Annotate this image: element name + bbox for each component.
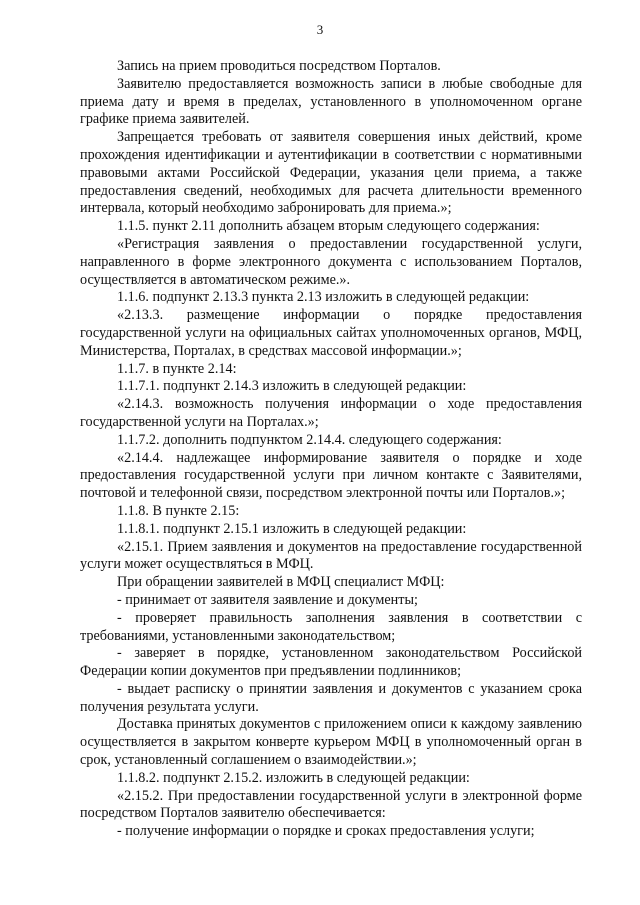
paragraph: 1.1.7.1. подпункт 2.14.3 изложить в следующей редакции: — [117, 378, 467, 395]
list-item: - получение информации о порядке и сроках предоставления услуги; — [117, 823, 535, 840]
paragraph: «Регистрация заявления о предоставлении государственной услуги, направленного в форме электронного документа с использованием Порталов, осуществляется в автоматическом режиме.». — [80, 235, 582, 288]
paragraph: 1.1.8.1. подпункт 2.15.1 изложить в следующей редакции: — [117, 520, 467, 537]
list-item: - проверяет правильность заполнения заявления в соответствии с требованиями, установленными законодательством; — [80, 609, 582, 644]
paragraph: «2.15.1. Прием заявления и документов на предоставление государственной услуги может осуществляться в МФЦ. — [80, 538, 582, 573]
paragraph: 1.1.8.2. подпункт 2.15.2. изложить в следующей редакции: — [117, 769, 470, 786]
list-item: - принимает от заявителя заявление и документы; — [117, 591, 418, 608]
paragraph: Запись на прием проводиться посредством Порталов. — [117, 58, 441, 74]
paragraph: Доставка принятых документов с приложением описи к каждому заявлению осуществляется в закрытом конверте курьером МФЦ в уполномоченный орган в срок, установленный соглашением о взаимодействии.»; — [80, 716, 582, 769]
paragraph: При обращении заявителей в МФЦ специалист МФЦ: — [117, 574, 445, 591]
paragraph: Заявителю предоставляется возможность записи в любые свободные для приема дату и время в пределах, установленного в уполномоченном органе графике приема заявителей. — [80, 75, 582, 128]
paragraph: 1.1.7. в пункте 2.14: — [117, 360, 237, 377]
paragraph: «2.14.3. возможность получения информации о ходе предоставления государственной услуги на Порталах.»; — [80, 396, 582, 430]
page-number: 3 — [316, 22, 324, 37]
list-item: - выдает расписку о принятии заявления и документов с указанием срока получения результата услуги. — [80, 680, 582, 715]
paragraph: «2.15.2. При предоставлении государственной услуги в электронной форме посредством Порталов заявителю обеспечивается: — [80, 787, 582, 822]
paragraph: 1.1.8. В пункте 2.15: — [117, 502, 240, 519]
list-item: - заверяет в порядке, установленном законодательством Российской Федерации копии документов при предъявлении подлинников; — [80, 645, 582, 680]
paragraph: 1.1.7.2. дополнить подпунктом 2.14.4. следующего содержания: — [117, 431, 502, 448]
paragraph: 1.1.5. пункт 2.11 дополнить абзацем вторым следующего содержания: — [117, 218, 540, 235]
document-body — [80, 58, 582, 841]
paragraph: «2.13.3. размещение информации о порядке предоставления государственной услуги на официальных сайтах уполномоченных органов, МФЦ, Министерства, Порталах, в средствах массовой информации.»; — [80, 307, 582, 359]
paragraph: Запрещается требовать от заявителя совершения иных действий, кроме прохождения идентификации и аутентификации в соответствии с нормативными правовыми актами Российской Федерации, указания цели приема, а также предоставления сведений, необходимых для расчета длительности временного интервала, который необходимо забронировать для приема.»; — [80, 129, 582, 217]
paragraph: «2.14.4. надлежащее информирование заявителя о порядке и ходе предоставления государственной услуги при личном контакте с Заявителями, почтовой и телефонной связи, посредством электронной почты или Порталов.»; — [80, 449, 582, 502]
paragraph: 1.1.6. подпункт 2.13.3 пункта 2.13 изложить в следующей редакции: — [117, 289, 530, 306]
